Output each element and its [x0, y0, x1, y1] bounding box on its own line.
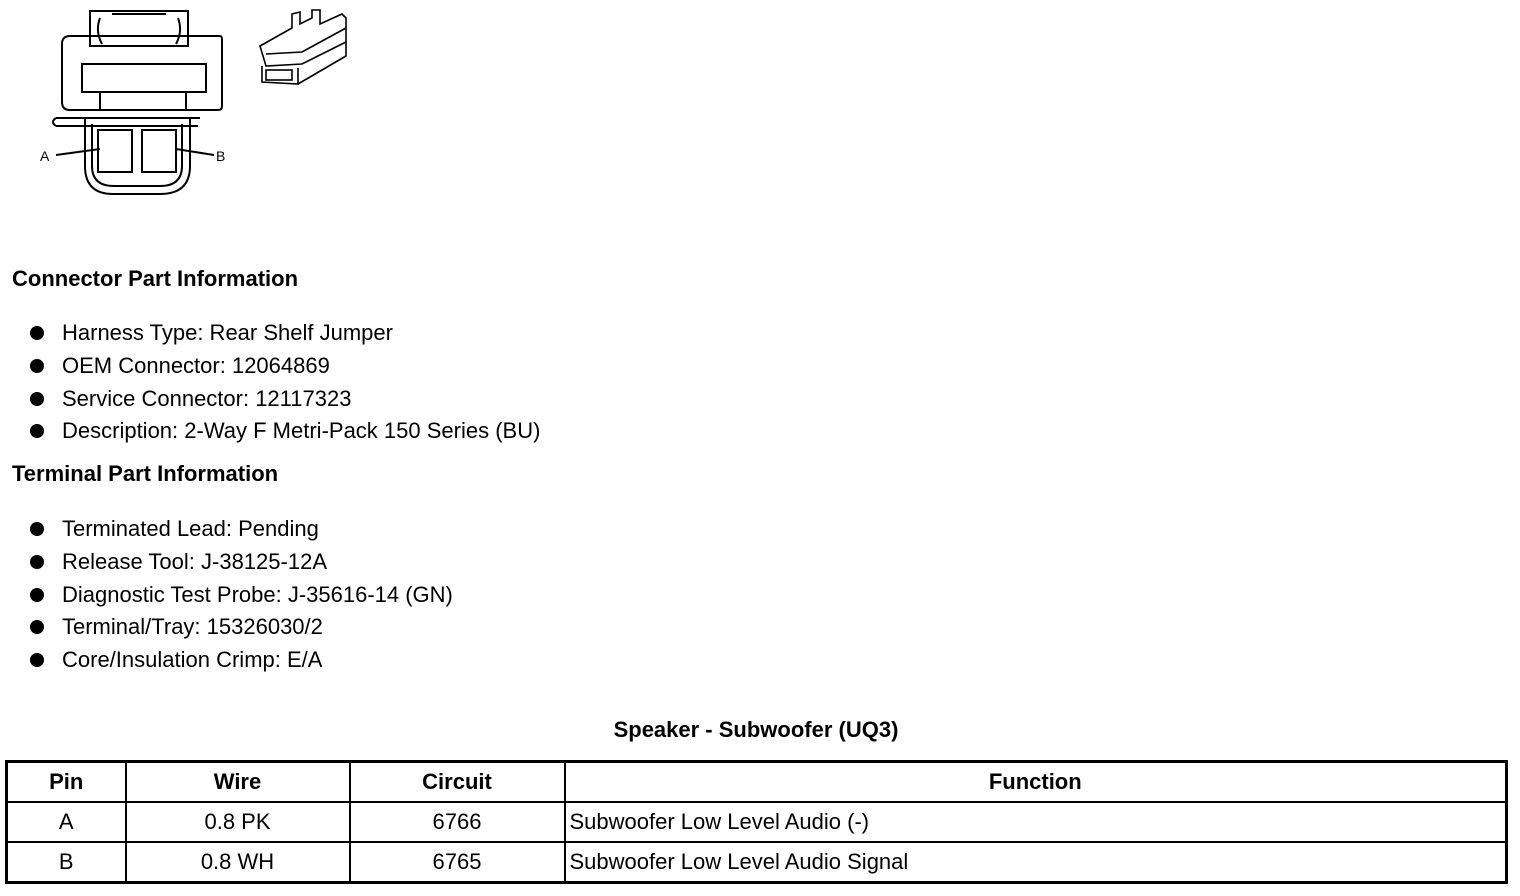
header-pin: Pin	[7, 762, 126, 803]
list-item-text: Core/Insulation Crimp: E/A	[62, 647, 323, 672]
list-item	[28, 611, 453, 644]
table-row	[7, 842, 1507, 883]
list-item	[28, 350, 540, 383]
pin-label-a: A	[40, 148, 50, 164]
connector-3d-view	[260, 10, 346, 84]
list-item	[28, 317, 540, 350]
bullet-icon	[30, 326, 44, 340]
list-item	[28, 579, 453, 612]
bullet-icon	[30, 424, 44, 438]
list-item-text: Release Tool: J-38125-12A	[62, 548, 327, 574]
pin-label-b: B	[216, 148, 226, 164]
connector-info-list	[28, 317, 540, 448]
bullet-icon	[30, 620, 44, 634]
cavity-a	[98, 130, 132, 172]
list-item	[28, 546, 453, 579]
connector-latch	[90, 11, 188, 46]
cell-circuit: 6765	[350, 842, 565, 883]
list-item-text: Service Connector: 12117323	[62, 385, 352, 411]
header-function: Function	[565, 762, 1507, 803]
cell-circuit: 6766	[350, 802, 565, 842]
terminal-info-list	[28, 513, 453, 677]
cell-function: Subwoofer Low Level Audio Signal	[565, 842, 1507, 883]
list-item-text: Terminated Lead: Pending	[62, 516, 319, 541]
list-item	[28, 644, 453, 677]
bullet-icon	[30, 522, 44, 536]
terminal-info-heading: Terminal Part Information	[12, 461, 279, 486]
list-item	[28, 415, 540, 448]
bullet-icon	[30, 555, 44, 569]
connector-info-heading: Connector Part Information	[12, 266, 299, 291]
cell-wire: 0.8 WH	[126, 842, 350, 883]
table-title: Speaker - Subwoofer (UQ3)	[613, 717, 899, 742]
bullet-icon	[30, 588, 44, 602]
connector-diagram	[30, 6, 360, 206]
cell-pin: A	[7, 802, 126, 842]
header-circuit: Circuit	[350, 762, 565, 803]
cavity-b	[142, 130, 176, 172]
header-wire: Wire	[126, 762, 350, 803]
table-header-row	[7, 762, 1507, 803]
bullet-icon	[30, 653, 44, 667]
bullet-icon	[30, 392, 44, 406]
list-item	[28, 513, 453, 546]
connector-body	[62, 36, 222, 110]
list-item-text: Diagnostic Test Probe: J-35616-14 (GN)	[62, 581, 453, 607]
cell-wire: 0.8 PK	[126, 802, 350, 842]
bullet-icon	[30, 359, 44, 373]
list-item	[28, 383, 540, 416]
list-item-text: OEM Connector: 12064869	[62, 352, 330, 378]
cell-function: Subwoofer Low Level Audio (-)	[565, 802, 1507, 842]
list-item-text: Description: 2-Way F Metri-Pack 150 Series (BU)	[62, 418, 541, 444]
table-row	[7, 802, 1507, 842]
list-item-text: Harness Type: Rear Shelf Jumper	[62, 320, 393, 345]
cell-pin: B	[7, 842, 126, 883]
pin-table	[5, 760, 1508, 884]
list-item-text: Terminal/Tray: 15326030/2	[62, 614, 323, 640]
